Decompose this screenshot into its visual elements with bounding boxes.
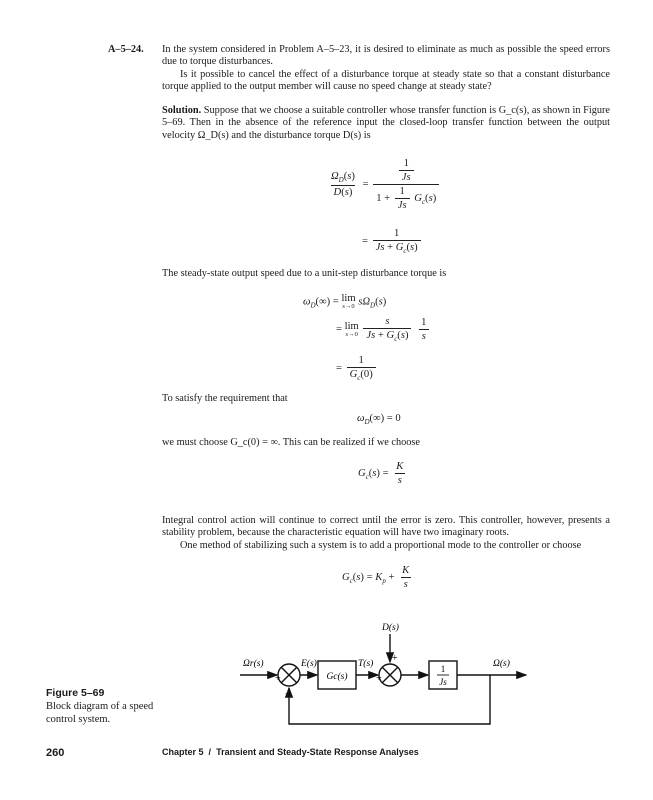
equation-closed-loop-simplified: = $\frac{1}{Js + G_c(s)}$ [362, 228, 423, 255]
problem-number: A–5–24. [108, 44, 144, 55]
problem-paragraph-1: In the system considered in Problem A–5–23, it is desired to eliminate as much as possible the speed errors due to torque disturbances. [162, 44, 610, 68]
running-footer [162, 747, 419, 757]
junction-1-plus-sign: + [275, 673, 281, 684]
footer-title: Transient and Steady-State Response Analyses [216, 747, 419, 757]
footer-separator: / [208, 747, 212, 757]
figure-caption [46, 687, 166, 726]
equation-pi-controller: $G_c(s) = K_p$ + $\frac{K}{s}$ [342, 565, 410, 590]
problem-statement [162, 44, 610, 94]
error-label: E(s) [301, 659, 317, 669]
equation-requirement: $\omega_D(\infty) = 0$ [357, 413, 401, 426]
equation-integral-controller: $G_c(s)$ = $\frac{K}{s}$ [358, 461, 404, 486]
plant-numerator: 1 [440, 664, 446, 674]
figure-caption-text: Block diagram of a speed control system. [46, 701, 154, 725]
equation-steady-state-limit: = lim s→0 $\frac{s}{Js + G_c(s)}$ $\frac{1}{s}$ [336, 316, 431, 343]
figure-number: Figure 5–69 [46, 687, 105, 699]
solution-paragraph [162, 105, 610, 142]
controller-label: Gc(s) [326, 672, 348, 682]
junction-2-plus-sign-left: + [376, 673, 382, 684]
solution-text: Suppose that we choose a suitable controller whose transfer function is G_c(s), as shown in Figure 5–69. Then in the absence of the reference input the closed-loop transfer function between the output velocity Ω_D(s) and the disturbance torque D(s) is [162, 105, 610, 141]
problem-paragraph-2: Is it possible to cancel the effect of a disturbance torque at steady state so that a constant disturbance torque applied to the output member will cause no speed change at steady state? [162, 68, 610, 93]
integral-paragraph [162, 515, 610, 552]
junction-2-plus-sign-top: + [392, 653, 398, 664]
stabilize-text: One method of stabilizing such a system is to add a proportional mode to the controller or choose [180, 539, 582, 551]
integral-text: Integral control action will continue to correct until the error is zero. This controller, however, presents a stability problem, because the characteristic equation will have two imaginary roots. [162, 515, 610, 539]
equation-closed-loop: $\frac{\Omega_D(s)}{D(s)}$ = $\frac{1}{Js}$ 1 + $\frac{1}{Js}$ $G_c(s)$ [326, 158, 441, 211]
equation-steady-state-result: = $\frac{1}{G_c(0)}$ [336, 355, 378, 382]
disturbance-label: D(s) [382, 623, 399, 633]
torque-label: T(s) [358, 659, 374, 669]
page-number: 260 [46, 747, 65, 759]
input-label: Ωr(s) [243, 659, 264, 669]
solution-label: Solution. [162, 105, 202, 116]
output-label: Ω(s) [493, 659, 510, 669]
equation-steady-state-speed: $\omega_D(\infty) = \lim$ s→0 $s\Omega_D(s)$ [303, 293, 387, 310]
junction-1-minus-sign: − [285, 689, 291, 700]
satisfy-paragraph: To satisfy the requirement that [162, 393, 288, 404]
footer-chapter: Chapter 5 [162, 747, 204, 757]
plant-denominator: Js [439, 677, 447, 687]
steady-state-paragraph: The steady-state output speed due to a unit-step disturbance torque is [162, 268, 447, 279]
choose-paragraph: we must choose G_c(0) = ∞. This can be realized if we choose [162, 437, 420, 448]
